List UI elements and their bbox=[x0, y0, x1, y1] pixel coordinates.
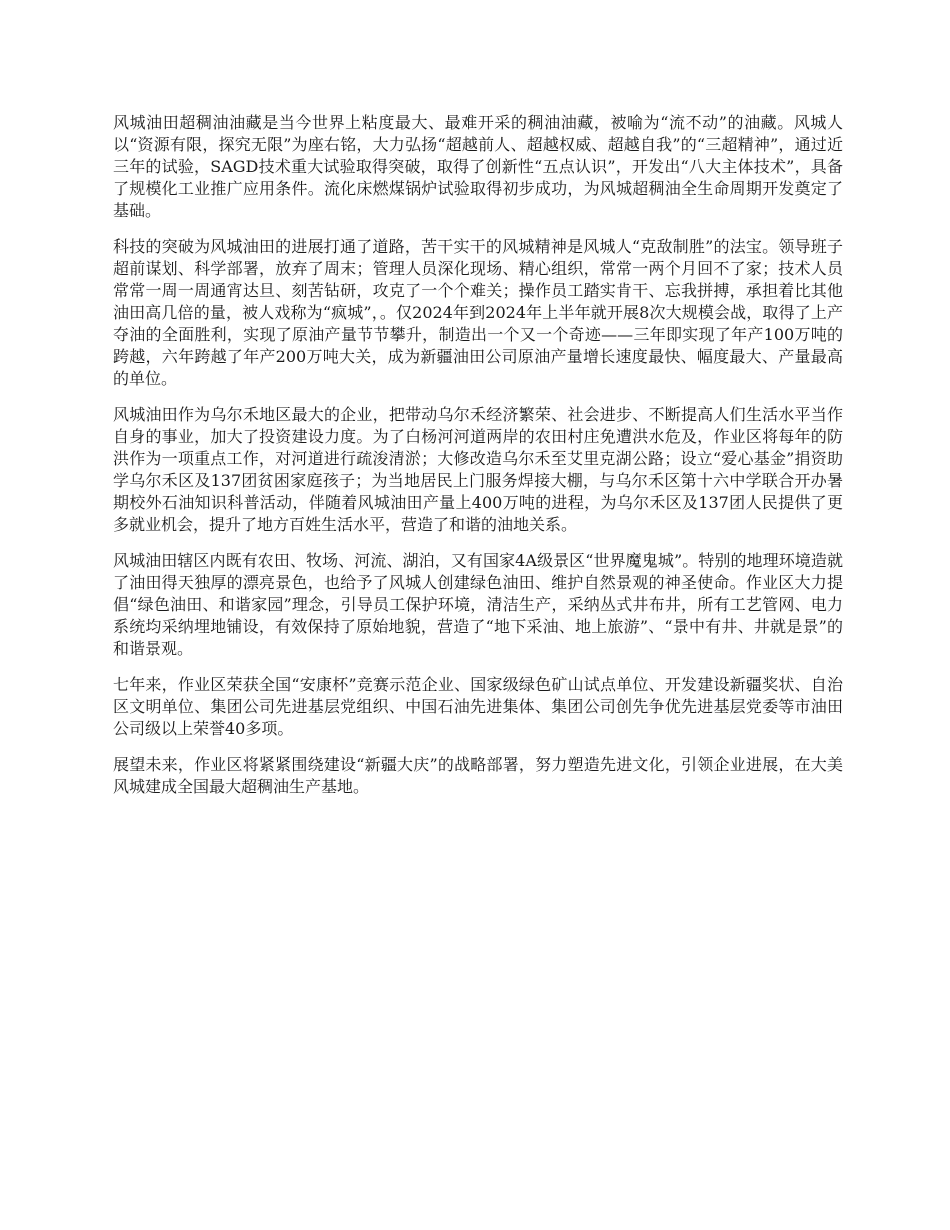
paragraph-6: 展望未来，作业区将紧紧围绕建设“新疆大庆”的战略部署，努力塑造先进文化，引领企业进展，在大美风城建成全国最大超稠油生产基地。 bbox=[113, 755, 843, 796]
document-body bbox=[113, 112, 843, 812]
paragraph-1: 风城油田超稠油油藏是当今世界上粘度最大、最难开采的稠油油藏，被喻为“流不动”的油藏。风城人以“资源有限，探究无限”为座右铭，大力弘扬“超越前人、超越权威、超越自我”的“三超精神”，通过近三年的试验，SAGD技术重大试验取得突破，取得了创新性“五点认识”，开发出“八大主体技术”，具备了规模化工业推广应用条件。流化床燃煤锅炉试验取得初步成功，为风城超稠油全生命周期开发奠定了基础。 bbox=[113, 113, 843, 220]
paragraph-2: 科技的突破为风城油田的进展打通了道路，苦干实干的风城精神是风城人“克敌制胜”的法宝。领导班子超前谋划、科学部署，放弃了周末；管理人员深化现场、精心组织，常常一两个月回不了家；技术人员常常一周一周通宵达旦、刻苦钻研，攻克了一个个难关；操作员工踏实肯干、忘我拼搏，承担着比其他油田高几倍的量，被人戏称为“疯城”，。仅2024年到2024年上半年就开展8次大规模会战，取得了上产夺油的全面胜利，实现了原油产量节节攀升，制造出一个又一个奇迹——三年即实现了年产100万吨的跨越，六年跨越了年产200万吨大关，成为新疆油田公司原油产量增长速度最快、幅度最大、产量最高的单位。 bbox=[113, 237, 843, 388]
paragraph-4: 风城油田辖区内既有农田、牧场、河流、湖泊，又有国家4A级景区“世界魔鬼城”。特别的地理环境造就了油田得天独厚的漂亮景色，也给予了风城人创建绿色油田、维护自然景观的神圣使命。作业区大力提倡“绿色油田、和谐家园”理念，引导员工保护环境，清洁生产，采纳丛式井布井，所有工艺管网、电力系统均采纳埋地铺设，有效保持了原始地貌，营造了“地下采油、地上旅游”、“景中有井、井就是景”的和谐景观。 bbox=[113, 551, 843, 658]
paragraph-5: 七年来，作业区荣获全国“安康杯”竞赛示范企业、国家级绿色矿山试点单位、开发建设新疆奖状、自治区文明单位、集团公司先进基层党组织、中国石油先进集体、集团公司创先争优先进基层党委等市油田公司级以上荣誉40多项。 bbox=[113, 675, 843, 738]
paragraph-3: 风城油田作为乌尔禾地区最大的企业，把带动乌尔禾经济繁荣、社会进步、不断提高人们生活水平当作自身的事业，加大了投资建设力度。为了白杨河河道两岸的农田村庄免遭洪水危及，作业区将每年的防洪作为一项重点工作，对河道进行疏浚清淤；大修改造乌尔禾至艾里克湖公路；设立“爱心基金”捐资助学乌尔禾区及137团贫困家庭孩子；为当地居民上门服务焊接大棚，与乌尔禾区第十六中学联合开办暑期校外石油知识科普活动，伴随着风城油田产量上400万吨的进程，为乌尔禾区及137团人民提供了更多就业机会，提升了地方百姓生活水平，营造了和谐的油地关系。 bbox=[113, 405, 843, 534]
